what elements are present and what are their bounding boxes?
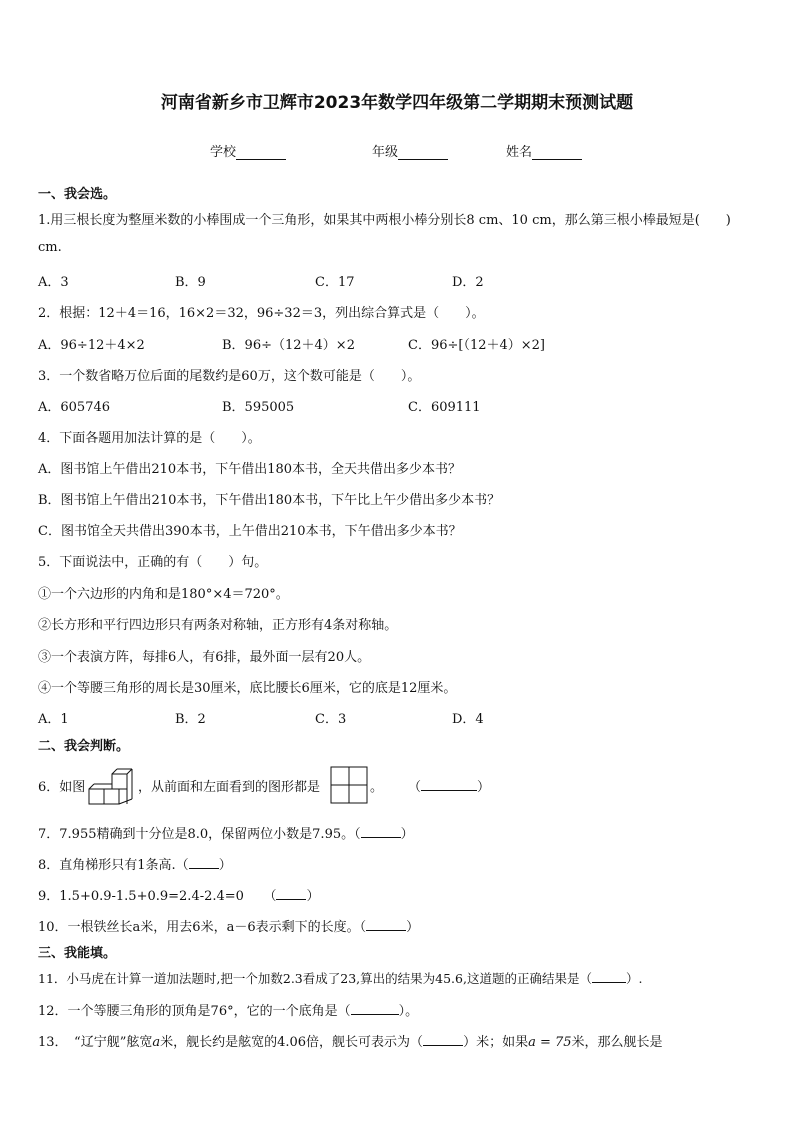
section-heading-1: 一、我会选。: [38, 187, 117, 202]
q6-suffix: 。: [370, 780, 384, 795]
question-1-unit: cm.: [38, 240, 62, 255]
question-4: 4．下面各题用加法计算的是（ ）。: [38, 431, 261, 446]
question-12-tail: ）。: [398, 1004, 419, 1019]
name-field: [506, 141, 582, 160]
answer-blank-6[interactable]: [421, 778, 477, 791]
question-2: 2．根据：12＋4＝16，16×2＝32，96÷32＝3，列出综合算式是（ ）。: [38, 306, 485, 321]
q4-option-c[interactable]: C．图书馆全天共借出390本书，上午借出210本书，下午借出多少本书？: [38, 524, 462, 539]
q6-paren-right: ）: [477, 780, 491, 795]
q5-statement-2: ②长方形和平行四边形只有两条对称轴，正方形有4条对称轴。: [38, 618, 398, 633]
school-label: 学校: [210, 145, 237, 160]
q5-option-c[interactable]: C．3: [315, 712, 347, 727]
q2-option-c[interactable]: C．96÷[（12＋4）×2]: [408, 338, 546, 353]
question-8-tail: ）: [218, 858, 232, 873]
answer-blank-13[interactable]: [423, 1033, 463, 1046]
answer-blank-7[interactable]: [361, 825, 401, 838]
question-9-tail: ）: [306, 889, 320, 904]
question-1-tail: ): [725, 213, 731, 228]
question-12: [38, 1000, 418, 1019]
q5-statement-3: ③一个表演方阵，每排6人，有6排，最外面一层有20人。: [38, 650, 371, 665]
q1-option-c[interactable]: C．17: [315, 275, 355, 290]
q13-variable: a: [152, 1035, 161, 1050]
q6-paren-left: （: [408, 780, 422, 795]
answer-blank-9[interactable]: [276, 887, 306, 900]
question-12-text: 12．一个等腰三角形的顶角是76°，它的一个底角是（: [38, 1004, 351, 1019]
q4-option-a[interactable]: A．图书馆上午借出210本书，下午借出180本书，全天共借出多少本书？: [38, 462, 462, 477]
q5-statement-4: ④一个等腰三角形的周长是30厘米，底比腰长6厘米，它的底是12厘米。: [38, 681, 457, 696]
q1-option-a[interactable]: A．3: [38, 275, 69, 290]
question-3: 3．一个数省略万位后面的尾数约是60万，这个数可能是（ ）。: [38, 369, 421, 384]
question-10-tail: ）: [406, 920, 420, 935]
q2-option-a[interactable]: A．96÷12＋4×2: [38, 338, 145, 353]
q1-option-b[interactable]: B．9: [175, 275, 206, 290]
q3-option-a[interactable]: A．605746: [38, 400, 111, 415]
q6-answer: [408, 776, 490, 795]
q3-option-b[interactable]: B．595005: [222, 400, 295, 415]
question-1: [38, 209, 731, 228]
page-title: 河南省新乡市卫辉市2023年数学四年级第二学期期末预测试题: [160, 93, 634, 113]
q13-equation: a = 75: [528, 1035, 572, 1050]
q5-option-a[interactable]: A．1: [38, 712, 69, 727]
question-10-text: 10．一根铁丝长a米，用去6米，a－6表示剩下的长度。（: [38, 920, 367, 935]
school-field: [210, 141, 286, 160]
section-heading-3: 三、我能填。: [38, 946, 117, 961]
question-8: [38, 854, 232, 873]
question-7-text: 7．7.955精确到十分位是8.0，保留两位小数是7.95。（: [38, 827, 361, 842]
question-7: [38, 823, 414, 842]
q5-statement-1: ①一个六边形的内角和是180°×4＝720°。: [38, 587, 289, 602]
question-10: [38, 916, 419, 935]
view-square-figure: [330, 766, 370, 806]
q5-option-d[interactable]: D．4: [452, 712, 484, 727]
question-8-text: 8．直角梯形只有1条高.（: [38, 858, 189, 873]
question-11: [38, 969, 642, 987]
section-heading-2: 二、我会判断。: [38, 739, 130, 754]
question-9: [38, 885, 319, 904]
school-blank[interactable]: [236, 145, 286, 160]
question-7-tail: ）: [400, 827, 414, 842]
question-11-text: 11．小马虎在计算一道加法题时,把一个加数2.3看成了23,算出的结果为45.6,这道题的正确结果是（: [38, 971, 592, 986]
q4-option-b[interactable]: B．图书馆上午借出210本书，下午借出180本书，下午比上午少借出多少本书？: [38, 493, 501, 508]
question-1-text: 1.用三根长度为整厘米数的小棒围成一个三角形，如果其中两根小棒分别长8 cm、10 cm，那么第三根小棒最短是(: [38, 213, 700, 228]
question-5: 5．下面说法中，正确的有（ ）句。: [38, 555, 268, 570]
answer-blank-8[interactable]: [189, 856, 219, 869]
name-label: 姓名: [506, 145, 533, 160]
q6-prefix: 6．如图: [38, 780, 86, 795]
grade-field: [372, 141, 448, 160]
q1-option-d[interactable]: D．2: [452, 275, 484, 290]
q6-middle: ，从前面和左面看到的图形都是: [138, 780, 321, 795]
grade-blank[interactable]: [398, 145, 448, 160]
grade-label: 年级: [372, 145, 399, 160]
q5-option-b[interactable]: B．2: [175, 712, 206, 727]
answer-blank-10[interactable]: [366, 918, 406, 931]
q3-option-c[interactable]: C．609111: [408, 400, 481, 415]
question-13: [38, 1031, 663, 1050]
question-13-part-d: 米，那么舰长是: [571, 1035, 663, 1050]
q2-option-b[interactable]: B．96÷（12＋4）×2: [222, 338, 355, 353]
answer-blank-12[interactable]: [351, 1002, 399, 1015]
question-13-part-a: 13． “辽宁舰”舷宽: [38, 1035, 153, 1050]
question-13-part-b: 米，舰长约是舷宽的4.06倍，舰长可表示为（: [160, 1035, 424, 1050]
cube-stack-figure: [88, 764, 136, 808]
question-11-tail: ）.: [625, 971, 643, 986]
name-blank[interactable]: [532, 145, 582, 160]
question-13-part-c: ）米；如果: [463, 1035, 529, 1050]
question-9-text: 9．1.5+0.9-1.5+0.9=2.4-2.4=0 （: [38, 889, 277, 904]
answer-blank-11[interactable]: [592, 970, 626, 983]
